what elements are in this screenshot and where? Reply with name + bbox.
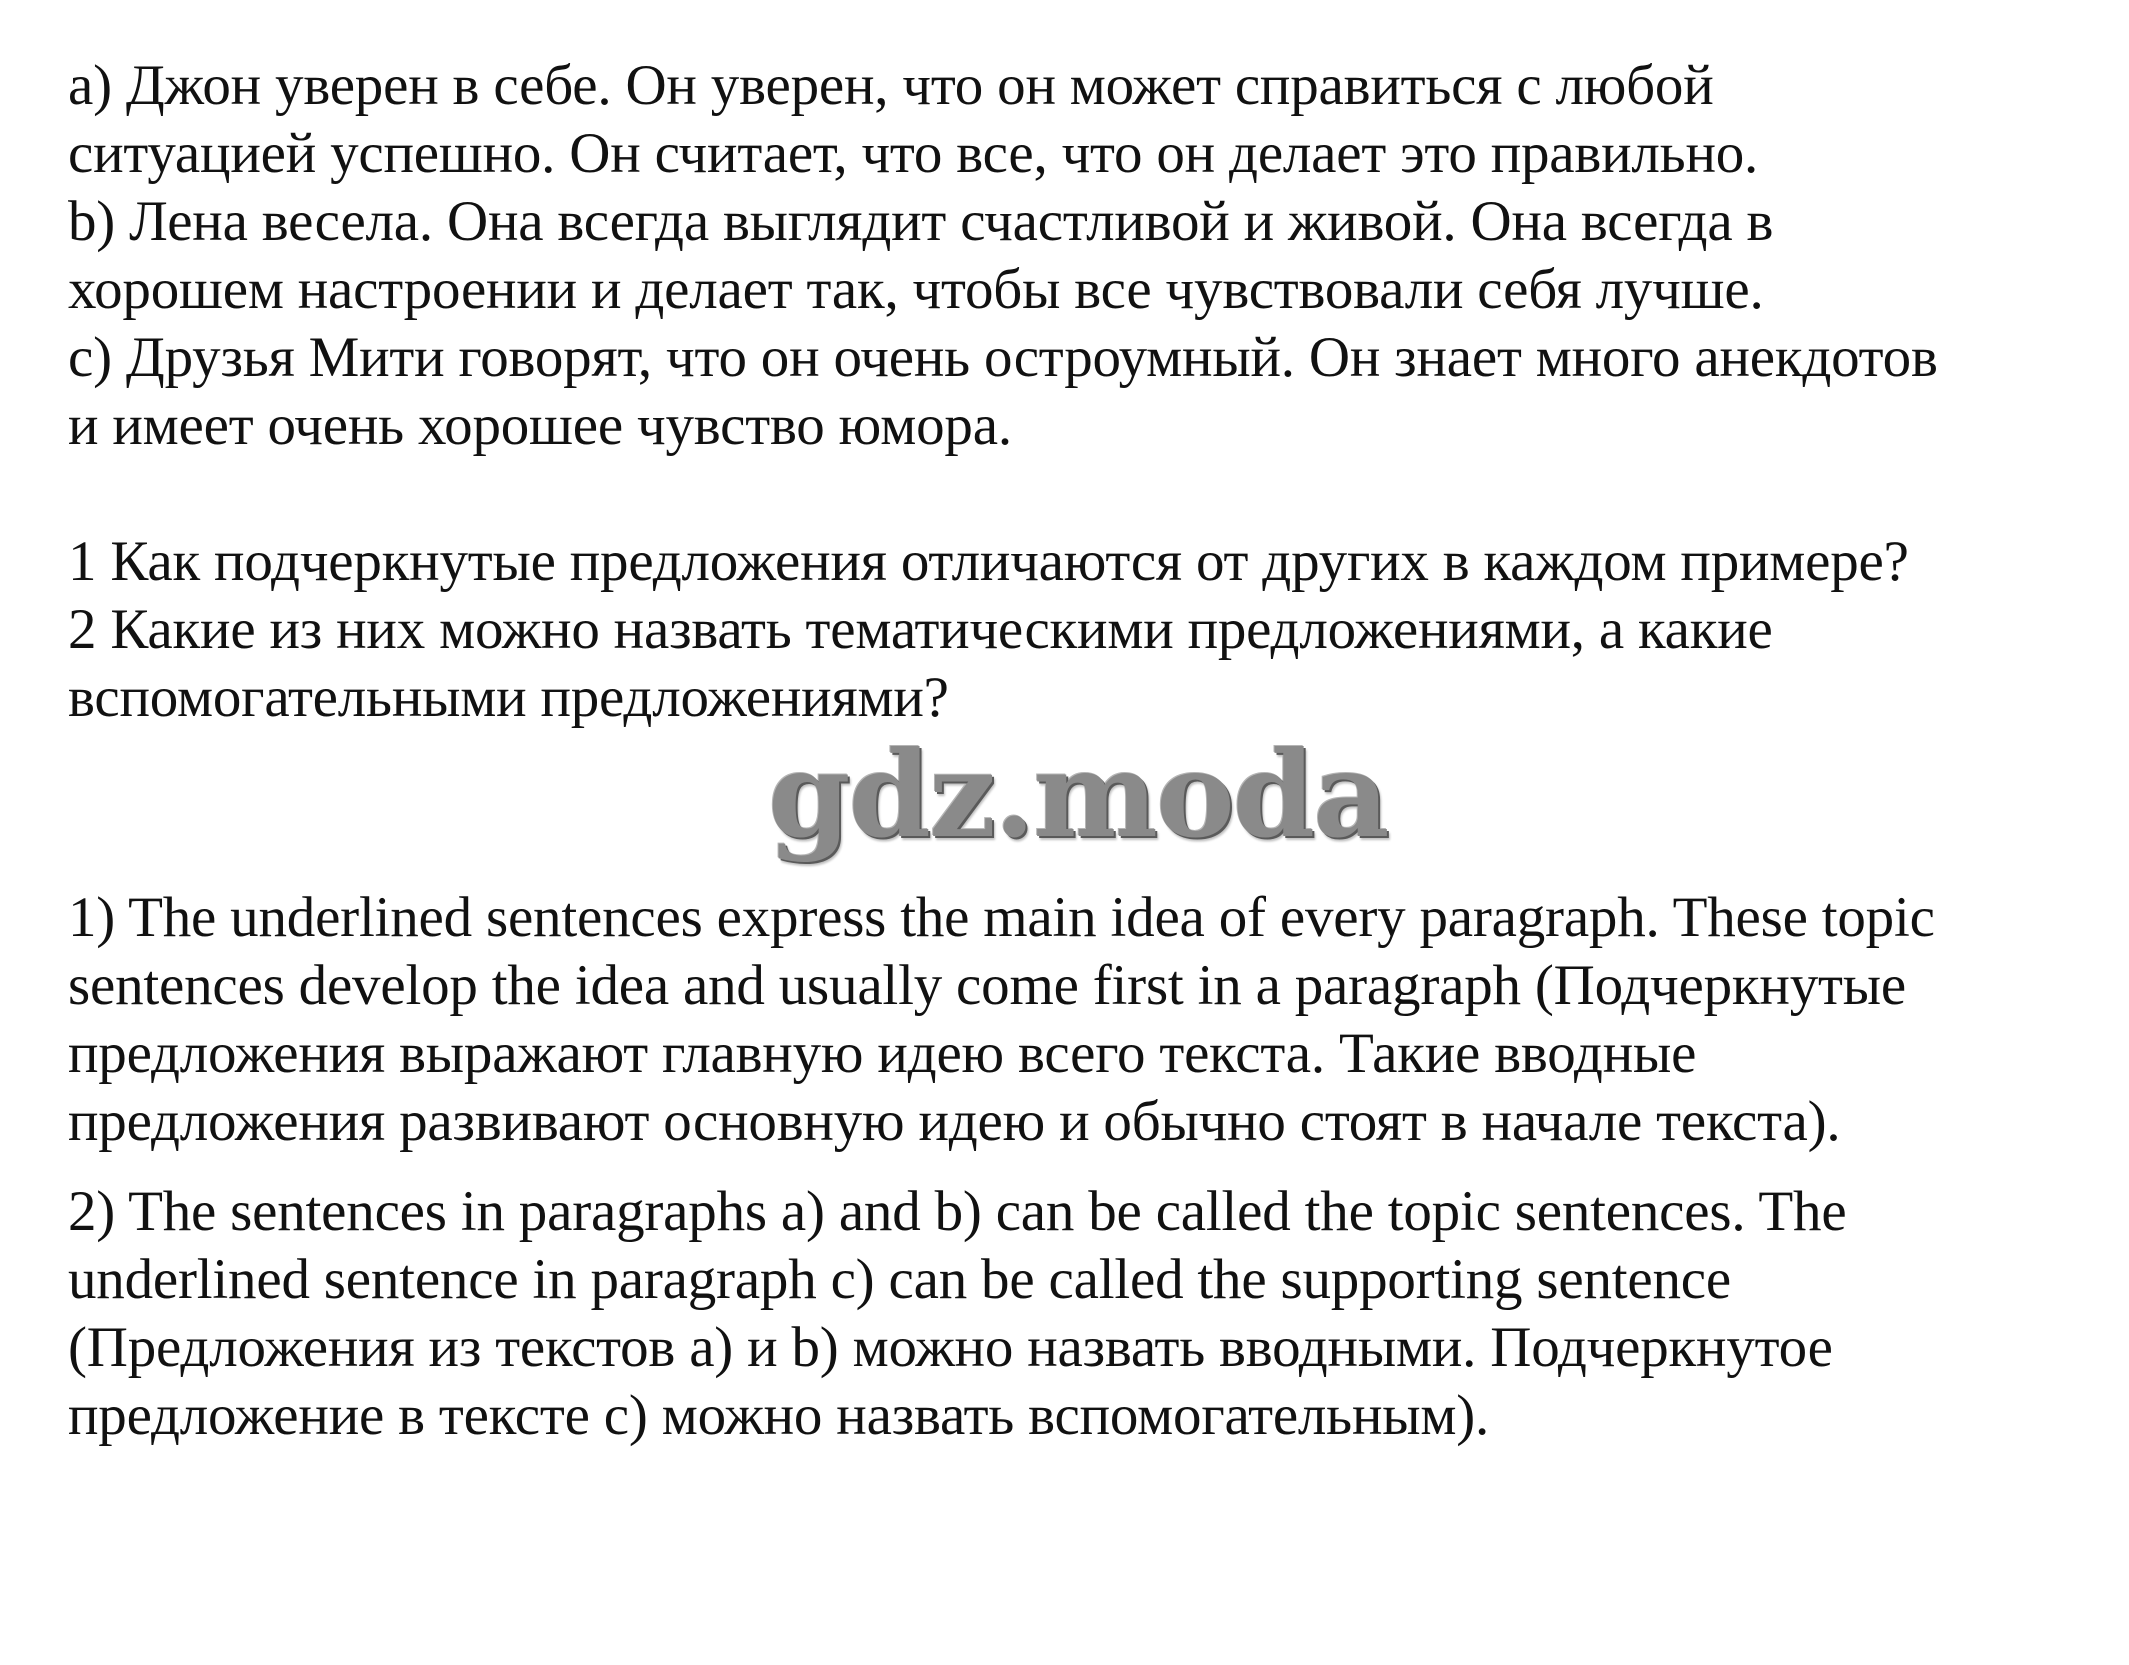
- watermark: [68, 725, 2068, 870]
- answer-2: [68, 1178, 2068, 1450]
- example-line: a) Джон уверен в себе. Он уверен, что он может справиться с любой: [68, 54, 1714, 117]
- example-line: c) Друзья Мити говорят, что он очень остроумный. Он знает много анекдотов: [68, 326, 1938, 389]
- answer-line: предложения развивают основную идею и обычно стоят в начале текста).: [68, 1090, 1841, 1153]
- example-line: ситуацией успешно. Он считает, что все, что он делает это правильно.: [68, 122, 1759, 185]
- examples-block: [68, 52, 2068, 460]
- question-line: 2 Какие из них можно назвать тематическими предложениями, а какие: [68, 598, 1773, 661]
- answer-line: underlined sentence in paragraph c) can be called the supporting sentence: [68, 1248, 1732, 1311]
- answer-line: sentences develop the idea and usually come first in a paragraph (Подчеркнутые: [68, 954, 1906, 1017]
- answer-line: предложение в тексте c) можно назвать вспомогательным).: [68, 1384, 1490, 1447]
- question-line: 1 Как подчеркнутые предложения отличаются от других в каждом примере?: [68, 530, 1909, 593]
- answer-line: 2) The sentences in paragraphs a) and b) can be called the topic sentences. The: [68, 1180, 1847, 1243]
- answer-line: (Предложения из текстов a) и b) можно назвать вводными. Подчеркнутое: [68, 1316, 1833, 1379]
- example-line: и имеет очень хорошее чувство юмора.: [68, 394, 1012, 457]
- questions-block: [68, 528, 2068, 732]
- watermark-logo: gdz.moda: [768, 725, 1388, 864]
- example-line: b) Лена весела. Она всегда выглядит счастливой и живой. Она всегда в: [68, 190, 1774, 253]
- example-line: хорошем настроении и делает так, чтобы все чувствовали себя лучше.: [68, 258, 1764, 321]
- document-page: [68, 52, 2068, 1472]
- question-line: вспомогательными предложениями?: [68, 666, 949, 729]
- answer-line: предложения выражают главную идею всего текста. Такие вводные: [68, 1022, 1697, 1085]
- answer-1: [68, 884, 2068, 1156]
- answer-line: 1) The underlined sentences express the main idea of every paragraph. These topic: [68, 886, 1935, 949]
